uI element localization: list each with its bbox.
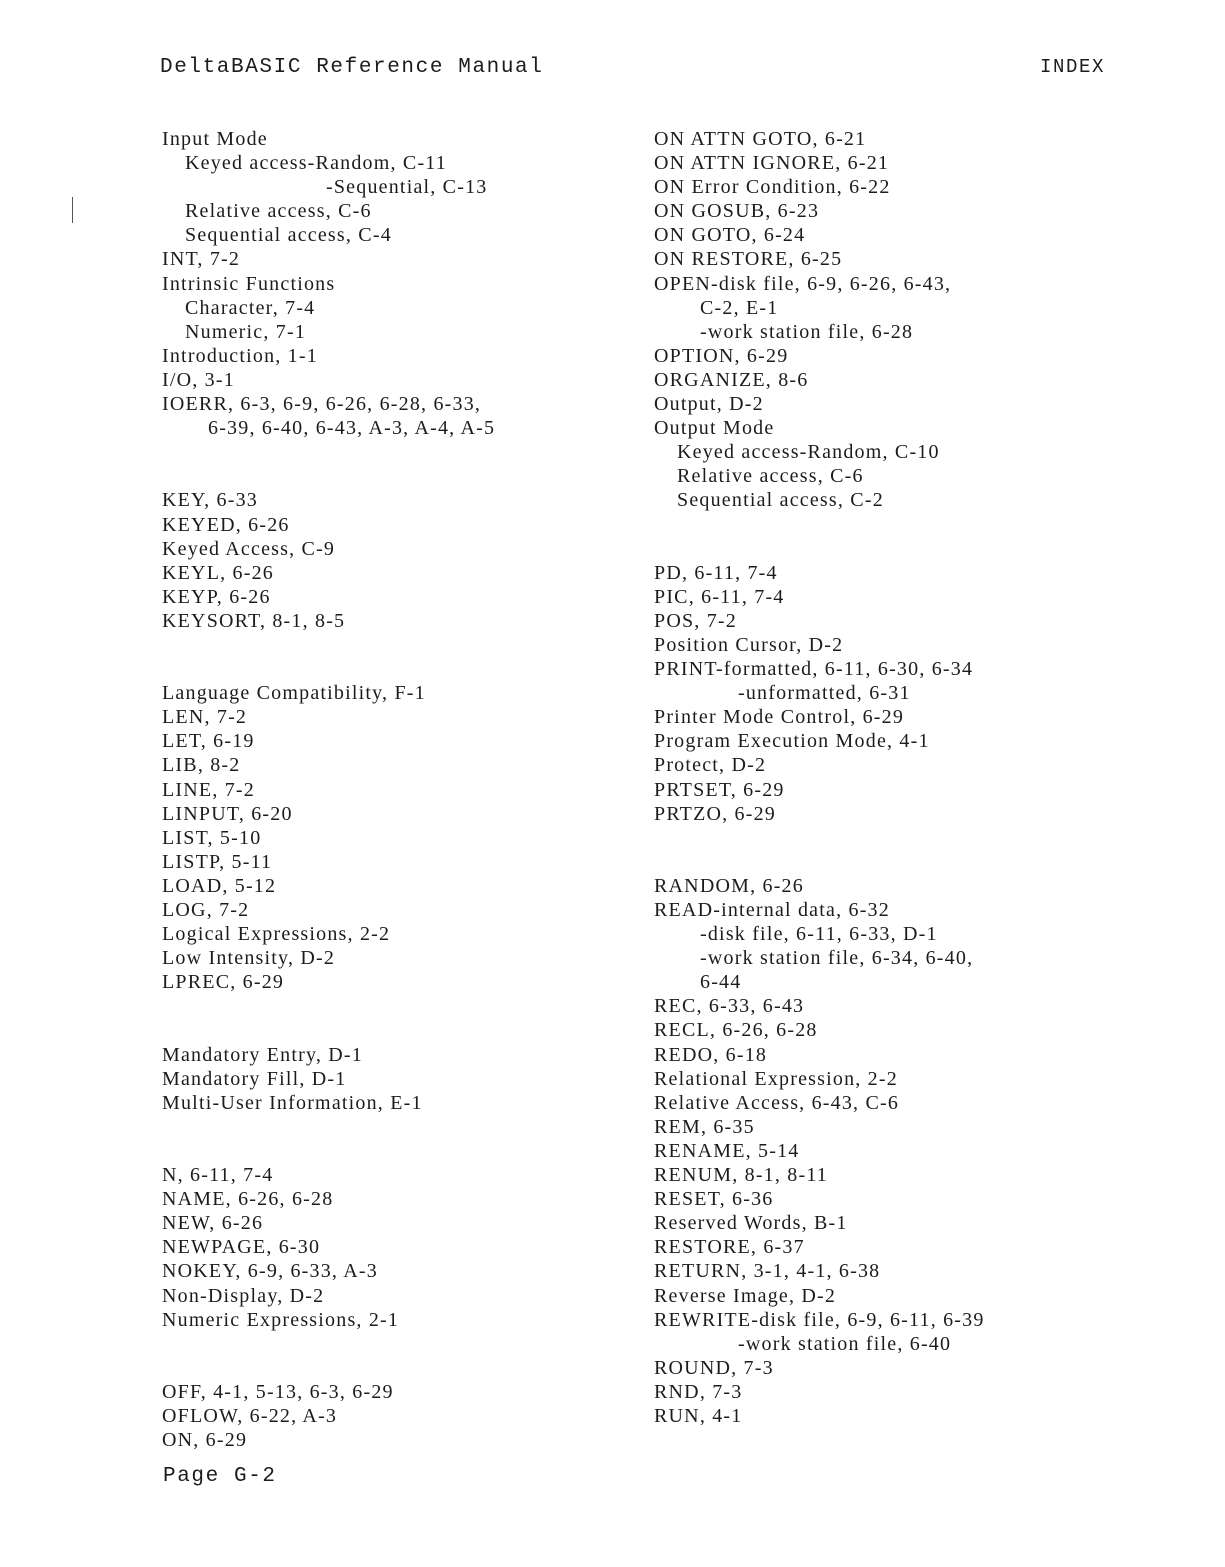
index-entry: -Sequential, C-13 bbox=[326, 176, 488, 199]
index-entry: Printer Mode Control, 6-29 bbox=[654, 706, 905, 729]
index-entry: PRTZO, 6-29 bbox=[654, 802, 776, 825]
index-spacer bbox=[654, 850, 1124, 874]
index-entry: ON, 6-29 bbox=[162, 1429, 248, 1452]
index-entry: LINPUT, 6-20 bbox=[162, 802, 293, 825]
index-entry: Program Execution Mode, 4-1 bbox=[654, 730, 930, 753]
index-entry: Mandatory Fill, D-1 bbox=[162, 1067, 347, 1090]
index-entry: KEYL, 6-26 bbox=[162, 561, 274, 584]
index-entry: C-2, E-1 bbox=[700, 296, 779, 319]
index-entry: KEY, 6-33 bbox=[162, 489, 258, 512]
index-entry: ON Error Condition, 6-22 bbox=[654, 176, 891, 199]
index-spacer bbox=[654, 826, 1124, 850]
index-entry: KEYSORT, 8-1, 8-5 bbox=[162, 609, 346, 632]
index-entry: Non-Display, D-2 bbox=[162, 1284, 325, 1307]
index-entry: LOAD, 5-12 bbox=[162, 874, 277, 897]
index-entry: -work station file, 6-28 bbox=[700, 320, 914, 343]
page-header-section: INDEX bbox=[1040, 56, 1106, 78]
index-entry: LIB, 8-2 bbox=[162, 754, 241, 777]
index-entry: LINE, 7-2 bbox=[162, 778, 255, 801]
index-entry: KEYP, 6-26 bbox=[162, 585, 271, 608]
index-entry: OPEN-disk file, 6-9, 6-26, 6-43, bbox=[654, 272, 952, 295]
index-spacer bbox=[162, 440, 622, 464]
index-entry: Numeric, 7-1 bbox=[185, 320, 307, 343]
index-entry: LISTP, 5-11 bbox=[162, 850, 273, 873]
index-entry: Sequential access, C-4 bbox=[185, 224, 392, 247]
index-entry: -unformatted, 6-31 bbox=[738, 682, 911, 705]
index-entry: Low Intensity, D-2 bbox=[162, 947, 336, 970]
index-spacer bbox=[162, 464, 622, 488]
index-entry: INT, 7-2 bbox=[162, 248, 241, 271]
index-entry: PRINT-formatted, 6-11, 6-30, 6-34 bbox=[654, 658, 974, 681]
index-entry: PD, 6-11, 7-4 bbox=[654, 561, 778, 584]
index-entry: Protect, D-2 bbox=[654, 754, 767, 777]
index-entry: POS, 7-2 bbox=[654, 609, 737, 632]
index-entry: NAME, 6-26, 6-28 bbox=[162, 1188, 334, 1211]
index-entry: LPREC, 6-29 bbox=[162, 971, 285, 994]
index-entry: READ-internal data, 6-32 bbox=[654, 899, 890, 921]
index-entry: NEWPAGE, 6-30 bbox=[162, 1236, 321, 1259]
index-entry: Mandatory Entry, D-1 bbox=[162, 1043, 363, 1066]
index-entry: ON GOSUB, 6-23 bbox=[654, 200, 820, 223]
index-spacer bbox=[654, 513, 1124, 537]
index-entry: Position Cursor, D-2 bbox=[654, 633, 844, 656]
index-entry: Language Compatibility, F-1 bbox=[162, 682, 426, 705]
index-entry: RENAME, 5-14 bbox=[654, 1139, 800, 1162]
index-entry: RESET, 6-36 bbox=[654, 1188, 774, 1211]
index-spacer bbox=[654, 537, 1124, 561]
index-entry: Relative Access, 6-43, C-6 bbox=[654, 1091, 900, 1114]
index-entry: IOERR, 6-3, 6-9, 6-26, 6-28, 6-33, bbox=[162, 393, 482, 416]
index-entry: 6-44 bbox=[700, 971, 742, 994]
index-entry: -work station file, 6-40 bbox=[738, 1332, 952, 1355]
page-header-title: DeltaBASIC Reference Manual bbox=[160, 56, 544, 79]
margin-mark bbox=[72, 197, 73, 223]
index-entry: ORGANIZE, 8-6 bbox=[654, 368, 809, 391]
index-entry: Logical Expressions, 2-2 bbox=[162, 923, 391, 946]
index-entry: Reverse Image, D-2 bbox=[654, 1284, 837, 1307]
index-entry: OFLOW, 6-22, A-3 bbox=[162, 1404, 338, 1427]
index-entry: 6-39, 6-40, 6-43, A-3, A-4, A-5 bbox=[208, 417, 496, 440]
index-entry: Reserved Words, B-1 bbox=[654, 1212, 848, 1235]
index-entry: Sequential access, C-2 bbox=[677, 489, 884, 512]
index-entry: LEN, 7-2 bbox=[162, 706, 248, 729]
index-entry: ON GOTO, 6-24 bbox=[654, 224, 806, 247]
index-entry: ROUND, 7-3 bbox=[654, 1356, 774, 1379]
index-entry: RND, 7-3 bbox=[654, 1380, 743, 1403]
index-entry: Relational Expression, 2-2 bbox=[654, 1067, 898, 1090]
index-entry: RUN, 4-1 bbox=[654, 1404, 743, 1427]
index-spacer bbox=[162, 1356, 622, 1380]
index-entry: REM, 6-35 bbox=[654, 1115, 755, 1138]
index-entry: Character, 7-4 bbox=[185, 296, 316, 319]
index-entry: KEYED, 6-26 bbox=[162, 513, 290, 536]
index-entry: -disk file, 6-11, 6-33, D-1 bbox=[700, 923, 938, 946]
index-spacer bbox=[162, 657, 622, 681]
index-entry: Relative access, C-6 bbox=[677, 465, 864, 488]
index-entry: Keyed access-Random, C-11 bbox=[185, 152, 447, 175]
index-entry: Input Mode bbox=[162, 128, 268, 150]
index-spacer bbox=[162, 994, 622, 1018]
index-entry: OFF, 4-1, 5-13, 6-3, 6-29 bbox=[162, 1380, 394, 1403]
index-entry: I/O, 3-1 bbox=[162, 368, 235, 391]
index-entry: RENUM, 8-1, 8-11 bbox=[654, 1164, 829, 1187]
index-entry: Output, D-2 bbox=[654, 393, 764, 416]
index-entry: Output Mode bbox=[654, 417, 775, 440]
index-entry: -work station file, 6-34, 6-40, bbox=[700, 947, 974, 970]
index-entry: PRTSET, 6-29 bbox=[654, 778, 785, 801]
index-entry: ON RESTORE, 6-25 bbox=[654, 248, 843, 271]
index-entry: Introduction, 1-1 bbox=[162, 344, 318, 367]
page-number: Page G-2 bbox=[163, 1465, 277, 1488]
index-entry: Numeric Expressions, 2-1 bbox=[162, 1308, 400, 1331]
index-entry: LET, 6-19 bbox=[162, 730, 255, 753]
index-entry: LOG, 7-2 bbox=[162, 899, 250, 921]
index-entry: RETURN, 3-1, 4-1, 6-38 bbox=[654, 1260, 881, 1283]
index-entry: Intrinsic Functions bbox=[162, 272, 336, 295]
index-entry: REWRITE-disk file, 6-9, 6-11, 6-39 bbox=[654, 1308, 985, 1331]
index-entry: Keyed Access, C-9 bbox=[162, 537, 336, 560]
index-entry: ON ATTN GOTO, 6-21 bbox=[654, 128, 867, 150]
index-entry: Relative access, C-6 bbox=[185, 200, 372, 223]
index-entry: RECL, 6-26, 6-28 bbox=[654, 1019, 818, 1042]
index-spacer bbox=[162, 1018, 622, 1042]
index-spacer bbox=[162, 1115, 622, 1139]
index-spacer bbox=[162, 1332, 622, 1356]
index-entry: OPTION, 6-29 bbox=[654, 344, 789, 367]
index-column-right bbox=[654, 127, 1124, 1428]
index-column-left bbox=[162, 127, 622, 1452]
index-entry: PIC, 6-11, 7-4 bbox=[654, 585, 785, 608]
index-entry: Multi-User Information, E-1 bbox=[162, 1091, 423, 1114]
index-entry: N, 6-11, 7-4 bbox=[162, 1164, 274, 1187]
index-entry: NOKEY, 6-9, 6-33, A-3 bbox=[162, 1260, 378, 1283]
index-entry: REC, 6-33, 6-43 bbox=[654, 995, 805, 1018]
index-entry: Keyed access-Random, C-10 bbox=[677, 441, 940, 464]
index-spacer bbox=[162, 633, 622, 657]
index-entry: NEW, 6-26 bbox=[162, 1212, 264, 1235]
index-spacer bbox=[162, 1139, 622, 1163]
index-entry: ON ATTN IGNORE, 6-21 bbox=[654, 152, 890, 175]
index-entry: REDO, 6-18 bbox=[654, 1043, 768, 1066]
index-entry: RESTORE, 6-37 bbox=[654, 1236, 805, 1259]
index-entry: LIST, 5-10 bbox=[162, 826, 262, 849]
index-entry: RANDOM, 6-26 bbox=[654, 874, 804, 897]
